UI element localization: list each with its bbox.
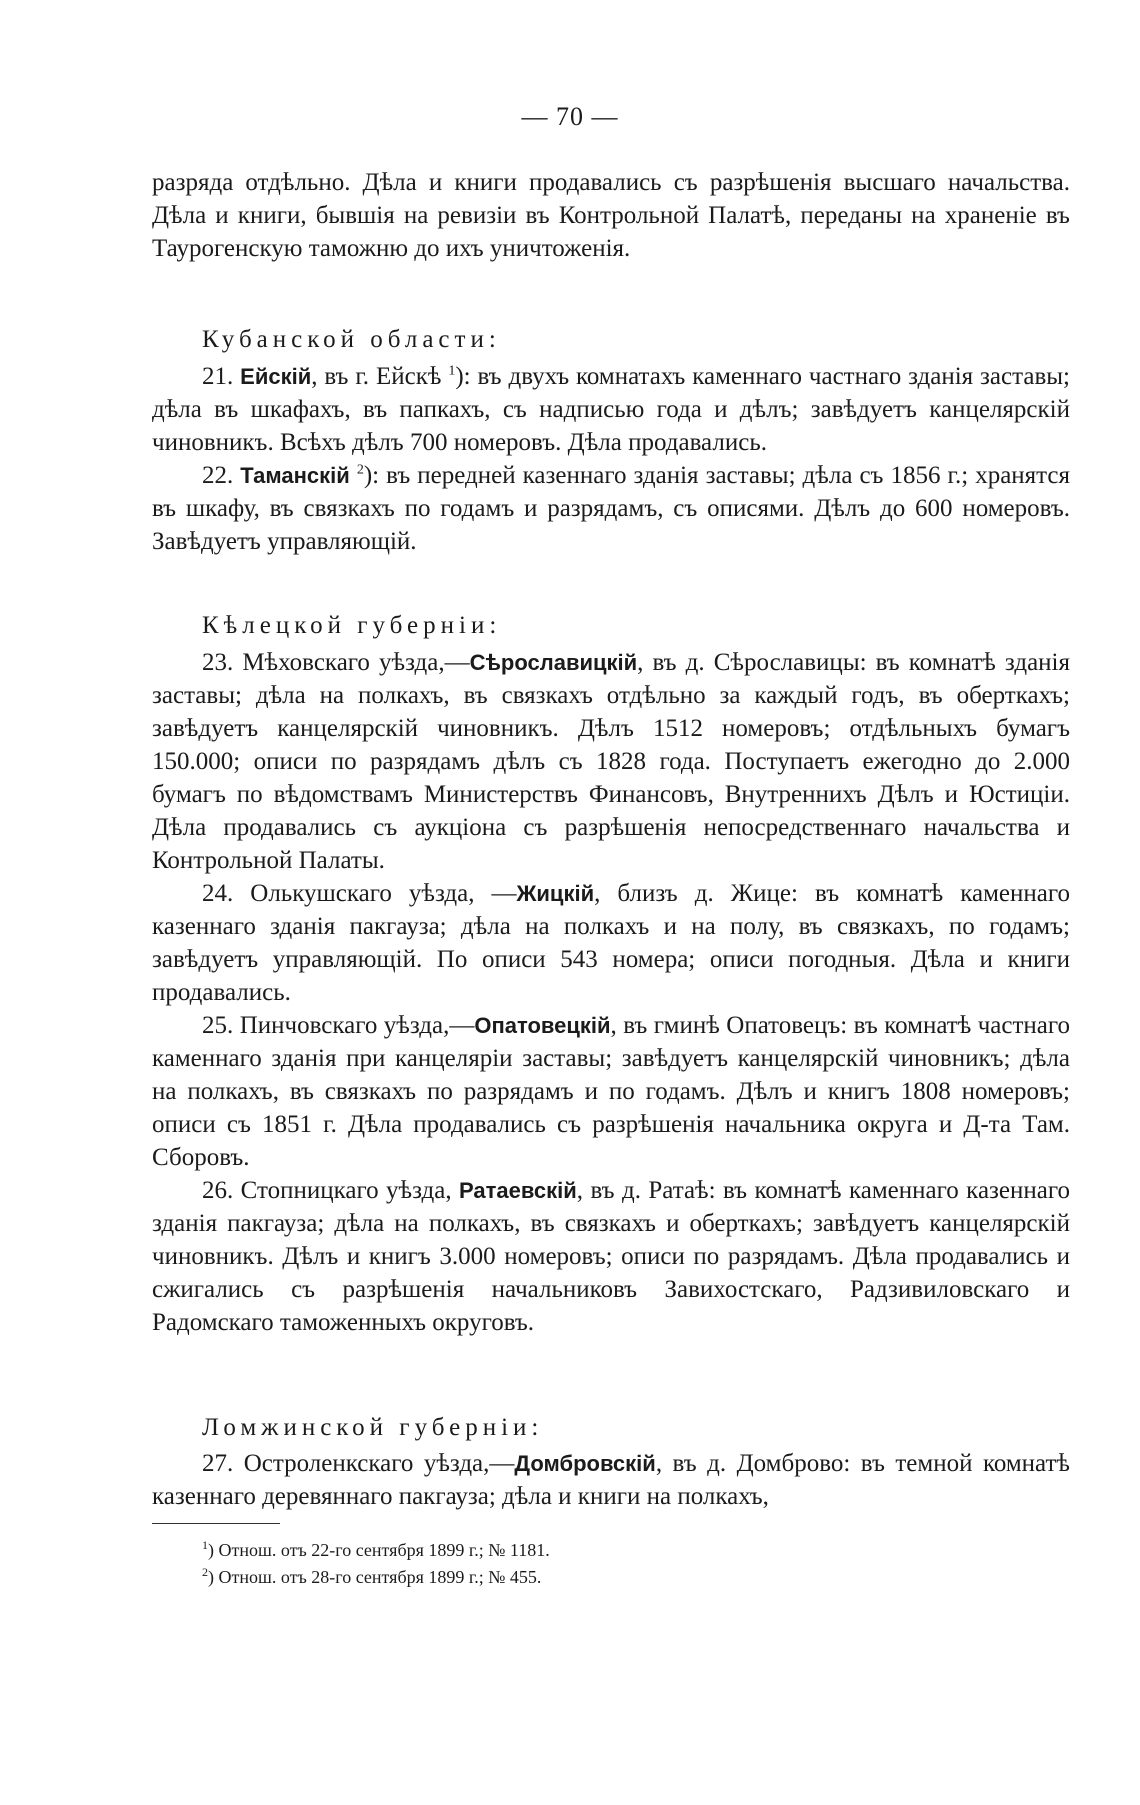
entry-text: , въ д. Сѣрославицы: въ комнатѣ зданія заставы; дѣла на полкахъ, въ связкахъ отдѣльно за каждый годъ, въ оберткахъ; завѣдуетъ канцелярскій чиновникъ. Дѣлъ 1512 номеровъ; отдѣльныхъ бумагъ 150.000; описи по разрядамъ дѣлъ съ 1828 года. Поступаетъ ежегодно до 2.000 бумагъ по вѣдомствамъ Министерствъ Финансовъ, Внутреннихъ Дѣлъ и Юстиціи. Дѣла продавались съ аукціона съ разрѣшенія непосредственнаго начальства и Контрольной Палаты.	[152, 649, 1070, 874]
entry-location: въ г. Ейскѣ	[324, 363, 442, 390]
entry-21: 21. Ейскій, въ г. Ейскѣ $^1$): въ двухъ комнатахъ каменнаго частнаго зданія заставы; дѣла въ шкафахъ, въ папкахъ, съ надписью года и дѣлъ; завѣдуетъ канцелярскій чиновникъ. Всѣхъ дѣлъ 700 номеровъ. Дѣла продавались.	[152, 363, 1070, 456]
section-heading-lomza: Ломжинской губерніи:	[202, 1414, 544, 1441]
entry-27	[152, 1447, 1070, 1513]
entry-number: 26.	[202, 1177, 234, 1204]
entry-text: , въ гминѣ Опатовецъ: въ комнатѣ частнаго каменнаго зданія при канцеляріи заставы; завѣдуетъ канцелярскій чиновникъ; дѣла на полкахъ, въ связкахъ по разрядамъ и по годамъ. Дѣлъ и книгъ 1808 номеровъ; описи съ 1851 г. Дѣла продавались съ разрѣшенія начальника округа и Д-та Там. Сборовъ.	[152, 1012, 1071, 1171]
footnote-ref: 2	[356, 462, 364, 478]
station-name: Жицкій	[516, 881, 595, 906]
entry-district: Мѣховскаго уѣзда,—	[242, 649, 470, 676]
entry-district: Пинчовскаго уѣзда,—	[239, 1012, 475, 1039]
entry-number: 21.	[202, 363, 234, 390]
entry-number: 22.	[202, 462, 234, 489]
entry-number: 25.	[202, 1012, 234, 1039]
entry-25	[152, 1009, 1070, 1174]
section-body-kuban	[152, 360, 1070, 558]
page-number: — 70 —	[521, 102, 619, 131]
entry-number: 24.	[202, 880, 234, 907]
entry-district: Олькушскаго уѣзда, —	[250, 880, 517, 907]
footnote-divider	[152, 1523, 280, 1524]
footnote-mark: 1	[202, 1538, 208, 1552]
entry-district: Стопницкаго уѣзда,	[240, 1177, 452, 1204]
section-body-lomza	[152, 1447, 1070, 1513]
entry-number: 27.	[202, 1450, 234, 1477]
entry-26	[152, 1174, 1070, 1339]
entry-text: , въ д. Домброво: въ темной комнатѣ казеннаго деревяннаго пакгауза; дѣла и книги на полкахъ,	[152, 1450, 1070, 1510]
section-heading-kuban: Кубанской области:	[202, 326, 501, 353]
footnote-ref: 1	[448, 363, 456, 379]
section-heading-kielce: Кѣлецкой губерніи:	[202, 612, 502, 639]
station-name: Таманскій	[240, 463, 350, 488]
entry-text: ): въ передней казеннаго зданія заставы; дѣла съ 1856 г.; хранятся въ шкафу, въ связкахъ по годамъ и разрядамъ, съ описями. Дѣлъ до 600 номеровъ. Завѣдуетъ управляющій.	[152, 462, 1070, 555]
station-name: Ратаевскій	[459, 1178, 577, 1203]
footnote-2	[202, 1564, 550, 1591]
entry-text: ): въ двухъ комнатахъ каменнаго частнаго зданія заставы; дѣла въ шкафахъ, въ папкахъ, съ надписью года и дѣлъ; завѣдуетъ канцелярскій чиновникъ. Всѣхъ дѣлъ 700 номеровъ. Дѣла продавались.	[152, 363, 1070, 456]
entry-number: 23.	[202, 649, 234, 676]
footnote-1	[202, 1537, 550, 1564]
footnote-text: ) Отнош. отъ 22-го сентября 1899 г.; № 1181.	[208, 1540, 550, 1560]
footnote-text: ) Отнош. отъ 28-го сентября 1899 г.; № 455.	[208, 1567, 542, 1587]
entry-23	[152, 646, 1070, 877]
entry-text: , близъ д. Жице: въ комнатѣ каменнаго казеннаго зданія пакгауза; дѣла на полкахъ и на полу, въ связкахъ, по годамъ; завѣдуетъ управляющій. По описи 543 номера; описи погодныя. Дѣла и книги продавались.	[152, 880, 1071, 1006]
entry-22	[152, 459, 1070, 558]
station-name: Опатовецкій	[474, 1013, 611, 1038]
footnote-mark: 2	[202, 1565, 208, 1579]
intro-paragraph: разряда отдѣльно. Дѣла и книги продавались съ разрѣшенія высшаго начальства. Дѣла и книги, бывшія на ревизіи въ Контрольной Палатѣ, переданы на храненіе въ Таурогенскую таможню до ихъ уничтоженія.	[152, 169, 1070, 262]
entry-text: , въ д. Ратаѣ: въ комнатѣ каменнаго казеннаго зданія пакгауза; дѣла на полкахъ, въ связкахъ и оберткахъ; завѣдуетъ канцелярскій чиновникъ. Дѣлъ и книгъ 3.000 номеровъ; описи по разрядамъ. Дѣла продавались и сжигались съ разрѣшенія начальниковъ Завихостскаго, Радзивиловскаго и Радомскаго таможенныхъ округовъ.	[152, 1177, 1070, 1336]
station-name: Сѣрославицкій	[469, 650, 638, 675]
station-name: Домбровскій	[514, 1451, 656, 1476]
section-body-kielce	[152, 646, 1070, 1339]
entry-district: Остроленкскаго уѣзда,—	[243, 1450, 515, 1477]
footnotes	[202, 1537, 550, 1591]
station-name: Ейскій	[240, 364, 312, 389]
entry-24	[152, 877, 1070, 1009]
